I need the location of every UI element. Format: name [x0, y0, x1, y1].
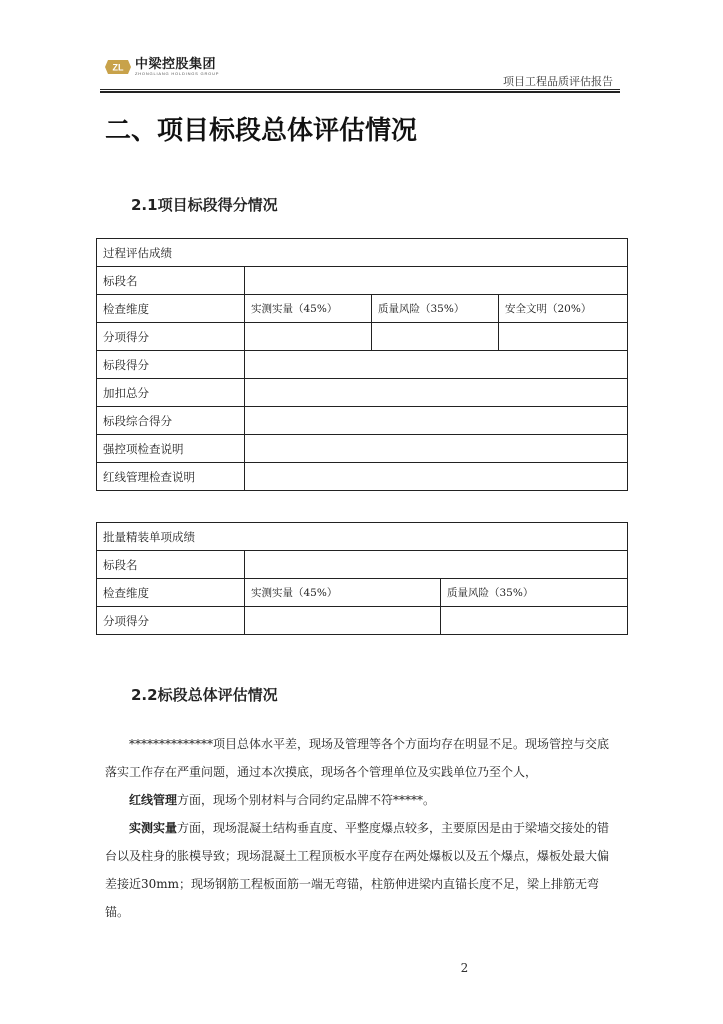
table-cell	[441, 607, 628, 635]
table-row	[97, 407, 628, 435]
zl-logo-icon	[105, 60, 131, 74]
dimension-cell: 安全文明（20%）	[499, 295, 628, 323]
table-row	[97, 295, 628, 323]
row-label: 分项得分	[97, 323, 245, 351]
table-cell	[372, 323, 499, 351]
measurement-paragraph	[105, 814, 619, 926]
header-divider-thick	[100, 91, 620, 93]
page-number: 2	[460, 961, 469, 975]
section-heading-2-1: 2.1项目标段得分情况	[131, 196, 278, 214]
row-label: 检查维度	[97, 579, 245, 607]
row-label: 检查维度	[97, 295, 245, 323]
measurement-text: 方面，现场混凝土结构垂直度、平整度爆点较多，主要原因是由于梁墙交接处的错台以及柱身的胀模导致；现场混凝土工程顶板水平度存在两处爆板以及五个爆点，爆板处最大偏差接近30mm；现场钢筋工程板面筋一端无弯锚，柱筋伸进梁内直锚长度不足，梁上排筋无弯锚。	[105, 821, 610, 919]
row-label: 标段综合得分	[97, 407, 245, 435]
decoration-score-table	[96, 522, 628, 635]
dimension-cell: 质量风险（35%）	[372, 295, 499, 323]
logo-english-name: ZHONGLIANG HOLDINGS GROUP	[135, 71, 220, 76]
process-score-table	[96, 238, 628, 491]
logo-chinese-name: 中梁控股集团	[135, 57, 217, 72]
red-line-label: 红线管理	[129, 793, 178, 807]
table-row	[97, 351, 628, 379]
red-line-text: 方面，现场个别材料与合同约定品牌不符*****。	[177, 793, 436, 807]
table-cell	[245, 463, 628, 491]
table-cell	[245, 551, 628, 579]
table-row	[97, 267, 628, 295]
table-cell	[245, 379, 628, 407]
table-row	[97, 523, 628, 551]
table-cell	[245, 323, 372, 351]
row-label: 强控项检查说明	[97, 435, 245, 463]
red-line-paragraph	[105, 786, 619, 814]
report-title: 项目工程品质评估报告	[503, 75, 613, 88]
header-divider	[100, 89, 620, 90]
table-row	[97, 239, 628, 267]
table-cell	[245, 351, 628, 379]
dimension-cell: 实测实量（45%）	[245, 295, 372, 323]
row-label: 标段得分	[97, 351, 245, 379]
table-row	[97, 463, 628, 491]
table-cell	[499, 323, 628, 351]
table-row	[97, 435, 628, 463]
table-row	[97, 379, 628, 407]
row-label: 标段名	[97, 551, 245, 579]
summary-paragraph: **************项目总体水平差，现场及管理等各个方面均存在明显不足。现场管控与交底落实工作存在严重问题，通过本次摸底，现场各个管理单位及实践单位乃至个人，	[105, 737, 610, 779]
page-title: 二、项目标段总体评估情况	[105, 116, 418, 146]
row-label: 加扣总分	[97, 379, 245, 407]
table-cell	[245, 267, 628, 295]
section-heading-2-2: 2.2标段总体评估情况	[131, 686, 278, 704]
svg-text:ZL: ZL	[112, 62, 124, 73]
row-label: 标段名	[97, 267, 245, 295]
table-row	[97, 323, 628, 351]
measurement-label: 实测实量	[129, 821, 178, 835]
table-cell	[245, 407, 628, 435]
table-row	[97, 579, 628, 607]
company-logo	[105, 56, 219, 78]
row-label: 红线管理检查说明	[97, 463, 245, 491]
table-caption: 过程评估成绩	[97, 239, 628, 267]
dimension-cell: 实测实量（45%）	[245, 579, 441, 607]
table-caption: 批量精装单项成绩	[97, 523, 628, 551]
dimension-cell: 质量风险（35%）	[441, 579, 628, 607]
row-label: 分项得分	[97, 607, 245, 635]
table-row	[97, 607, 628, 635]
table-row	[97, 551, 628, 579]
table-cell	[245, 435, 628, 463]
table-cell	[245, 607, 441, 635]
